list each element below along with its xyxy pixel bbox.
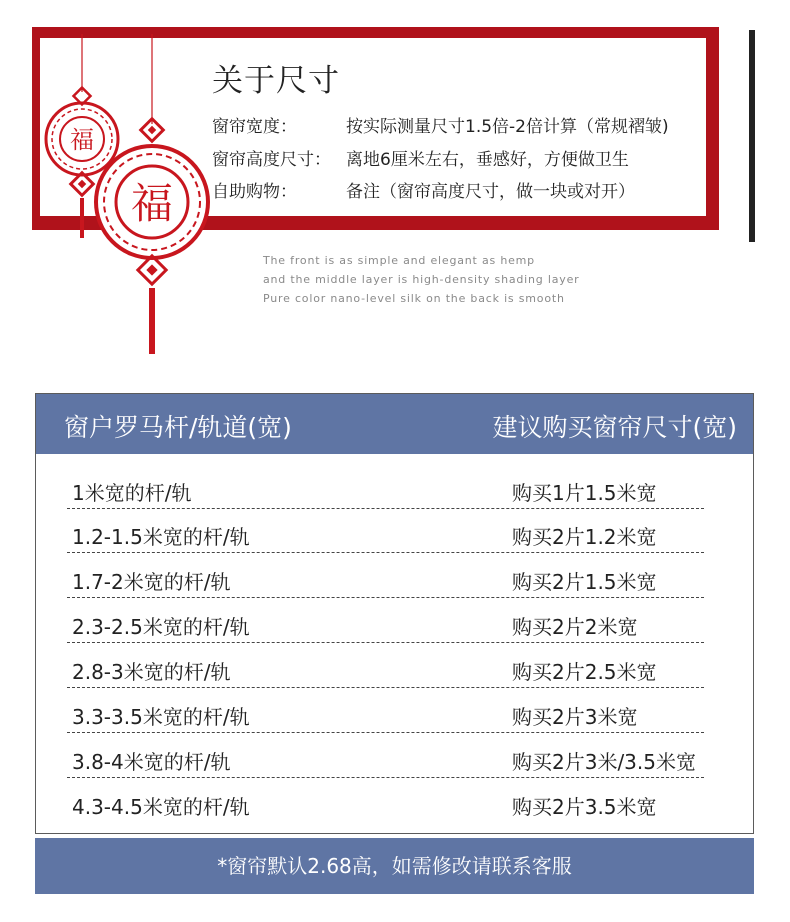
size-table xyxy=(35,393,754,834)
table-row xyxy=(36,734,753,778)
table-row xyxy=(36,599,753,643)
curtain-size-cell: 购买2片3米宽 xyxy=(512,705,638,729)
table-row xyxy=(36,689,753,733)
row-divider xyxy=(67,597,704,598)
table-row xyxy=(36,644,753,688)
curtain-size-cell: 购买2片1.2米宽 xyxy=(512,525,657,549)
table-header xyxy=(36,394,753,454)
row-divider xyxy=(67,552,704,553)
table-row xyxy=(36,779,753,823)
english-line: and the middle layer is high-density shading layer xyxy=(263,273,580,286)
curtain-size-cell: 购买1片1.5米宽 xyxy=(512,481,657,505)
row-divider xyxy=(67,642,704,643)
rod-width-cell: 1.2-1.5米宽的杆/轨 xyxy=(72,525,250,549)
large-medallion-icon xyxy=(96,146,208,258)
info-row-height xyxy=(212,145,629,170)
info-value: 备注（窗帘高度尺寸，做一块或对开） xyxy=(346,182,635,202)
rod-width-cell: 3.8-4米宽的杆/轨 xyxy=(72,750,231,774)
curtain-size-cell: 购买2片2米宽 xyxy=(512,615,638,639)
info-label: 自助购物： xyxy=(212,182,297,202)
rod-width-cell: 2.3-2.5米宽的杆/轨 xyxy=(72,615,250,639)
rod-width-cell: 1.7-2米宽的杆/轨 xyxy=(72,570,231,594)
info-row-self-service xyxy=(212,177,635,202)
curtain-size-cell: 购买2片3米/3.5米宽 xyxy=(512,750,696,774)
curtain-size-cell: 购买2片3.5米宽 xyxy=(512,795,657,819)
info-row-width xyxy=(212,112,669,137)
info-label: 窗帘高度尺寸： xyxy=(212,150,331,170)
table-row xyxy=(36,465,753,509)
english-line: Pure color nano-level silk on the back is smooth xyxy=(263,292,565,305)
rod-width-cell: 1米宽的杆/轨 xyxy=(72,481,192,505)
table-row xyxy=(36,554,753,598)
curtain-size-cell: 购买2片1.5米宽 xyxy=(512,570,657,594)
fu-ornament-icon xyxy=(40,34,220,364)
info-value: 按实际测量尺寸1.5倍-2倍计算（常规褶皱) xyxy=(346,117,669,137)
about-title: 关于尺寸 xyxy=(212,63,340,99)
small-tassel-icon xyxy=(71,173,94,238)
info-label: 窗帘宽度： xyxy=(212,117,297,137)
rod-width-cell: 3.3-3.5米宽的杆/轨 xyxy=(72,705,250,729)
rod-width-cell: 4.3-4.5米宽的杆/轨 xyxy=(72,795,250,819)
fu-char-large: 福 xyxy=(130,179,174,228)
header-rod-width: 窗户罗马杆/轨道(宽) xyxy=(64,413,292,442)
info-value: 离地6厘米左右，垂感好，方便做卫生 xyxy=(346,150,629,170)
decorative-bar xyxy=(749,30,755,242)
table-row xyxy=(36,509,753,553)
fu-char-small: 福 xyxy=(70,126,94,154)
english-line: The front is as simple and elegant as hemp xyxy=(263,254,535,267)
row-divider xyxy=(67,687,704,688)
row-divider xyxy=(67,777,704,778)
row-divider xyxy=(67,732,704,733)
footer-note: *窗帘默认2.68高，如需修改请联系客服 xyxy=(35,838,754,894)
small-medallion-icon xyxy=(46,103,118,175)
curtain-size-cell: 购买2片2.5米宽 xyxy=(512,660,657,684)
large-tassel-icon xyxy=(138,256,166,354)
header-curtain-width: 建议购买窗帘尺寸(宽) xyxy=(492,413,737,442)
rod-width-cell: 2.8-3米宽的杆/轨 xyxy=(72,660,231,684)
